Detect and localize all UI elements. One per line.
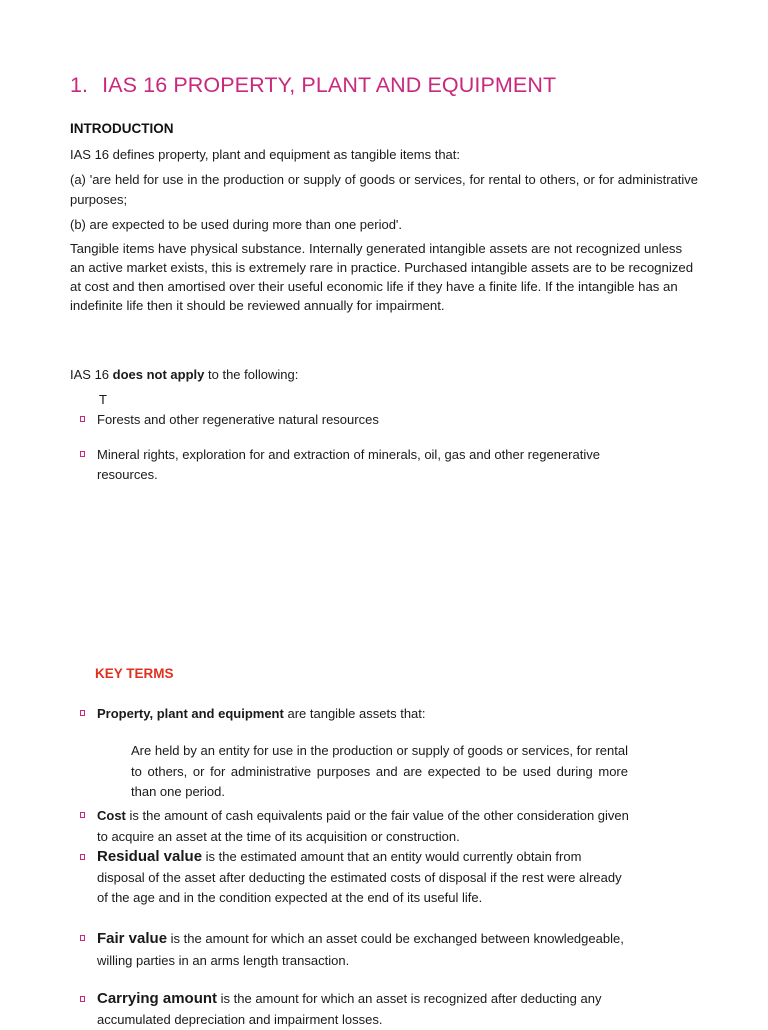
bullet-icon xyxy=(80,995,90,1004)
key-term-ppe-indented: Are held by an entity for use in the production or supply of goods or services, for rental to others, or for administrative purposes and are expected to be used during more than one period. xyxy=(131,743,628,799)
definition-item-a: (a) 'are held for use in the production or supply of goods or services, for rental to others, or for administrative purposes; xyxy=(70,172,698,207)
bullet-icon xyxy=(80,811,90,820)
intro-heading: INTRODUCTION xyxy=(70,121,174,136)
not-apply-item: Mineral rights, exploration for and extraction of minerals, oil, gas and other regenerative resources. xyxy=(97,447,600,482)
key-term-fair-value xyxy=(97,928,632,972)
key-term-carrying-definition: is the amount for which an asset is recognized after deducting any accumulated depreciation and impairment losses. xyxy=(97,991,602,1027)
key-term-residual-name: Residual value xyxy=(97,848,203,865)
key-term-residual-definition: is the estimated amount that an entity would currently obtain from disposal of the asset after deducting the estimated costs of disposal if the rest were already of the age and in the condition expected at the end of its useful life. xyxy=(97,849,622,905)
bullet-icon xyxy=(80,450,90,459)
intro-line: IAS 16 defines property, plant and equipment as tangible items that: xyxy=(70,147,460,162)
stray-character: T xyxy=(99,392,107,407)
key-term-fair-definition: is the amount for which an asset could be exchanged between knowledgeable, willing parties in an arms length transaction. xyxy=(97,931,624,968)
bullet-icon xyxy=(80,415,90,424)
tangible-paragraph: Tangible items have physical substance. Internally generated intangible assets are not recognized unless an active market exists, this is extremely rare in practice. Purchased intangible assets are to be recognized at cost and then amortised over their useful economic life if they have a finite life. If the intangible has an indefinite life then it should be reviewed annually for impairment. xyxy=(70,241,694,313)
not-apply-prefix: IAS 16 xyxy=(70,367,110,382)
not-apply-suffix: to the following: xyxy=(208,367,299,382)
key-term-cost-definition: is the amount of cash equivalents paid or the fair value of the other consideration given to acquire an asset at the time of its acquisition or construction. xyxy=(97,808,629,844)
title-text: IAS 16 PROPERTY, PLANT AND EQUIPMENT xyxy=(102,73,557,97)
key-term-residual xyxy=(97,847,632,909)
key-term-ppe-name: Property, plant and equipment xyxy=(97,706,284,721)
definition-item-b: (b) are expected to be used during more than one period'. xyxy=(70,217,403,232)
not-apply-item: Forests and other regenerative natural resources xyxy=(97,412,379,427)
not-apply-line xyxy=(70,365,670,385)
title-number: 1. xyxy=(70,73,89,97)
key-term-ppe-definition: are tangible assets that: xyxy=(287,706,426,721)
bullet-icon xyxy=(80,709,90,718)
not-apply-bold: does not apply xyxy=(112,367,205,382)
key-term-cost xyxy=(97,806,632,847)
page-title xyxy=(70,73,556,98)
key-term-carrying-name: Carrying amount xyxy=(97,990,218,1007)
key-term-cost-name: Cost xyxy=(97,808,126,823)
bullet-icon xyxy=(80,934,90,943)
key-terms-heading: KEY TERMS xyxy=(95,666,174,681)
bullet-icon xyxy=(80,853,90,862)
key-term-fair-name: Fair value xyxy=(97,930,168,947)
key-term-ppe xyxy=(97,704,657,724)
